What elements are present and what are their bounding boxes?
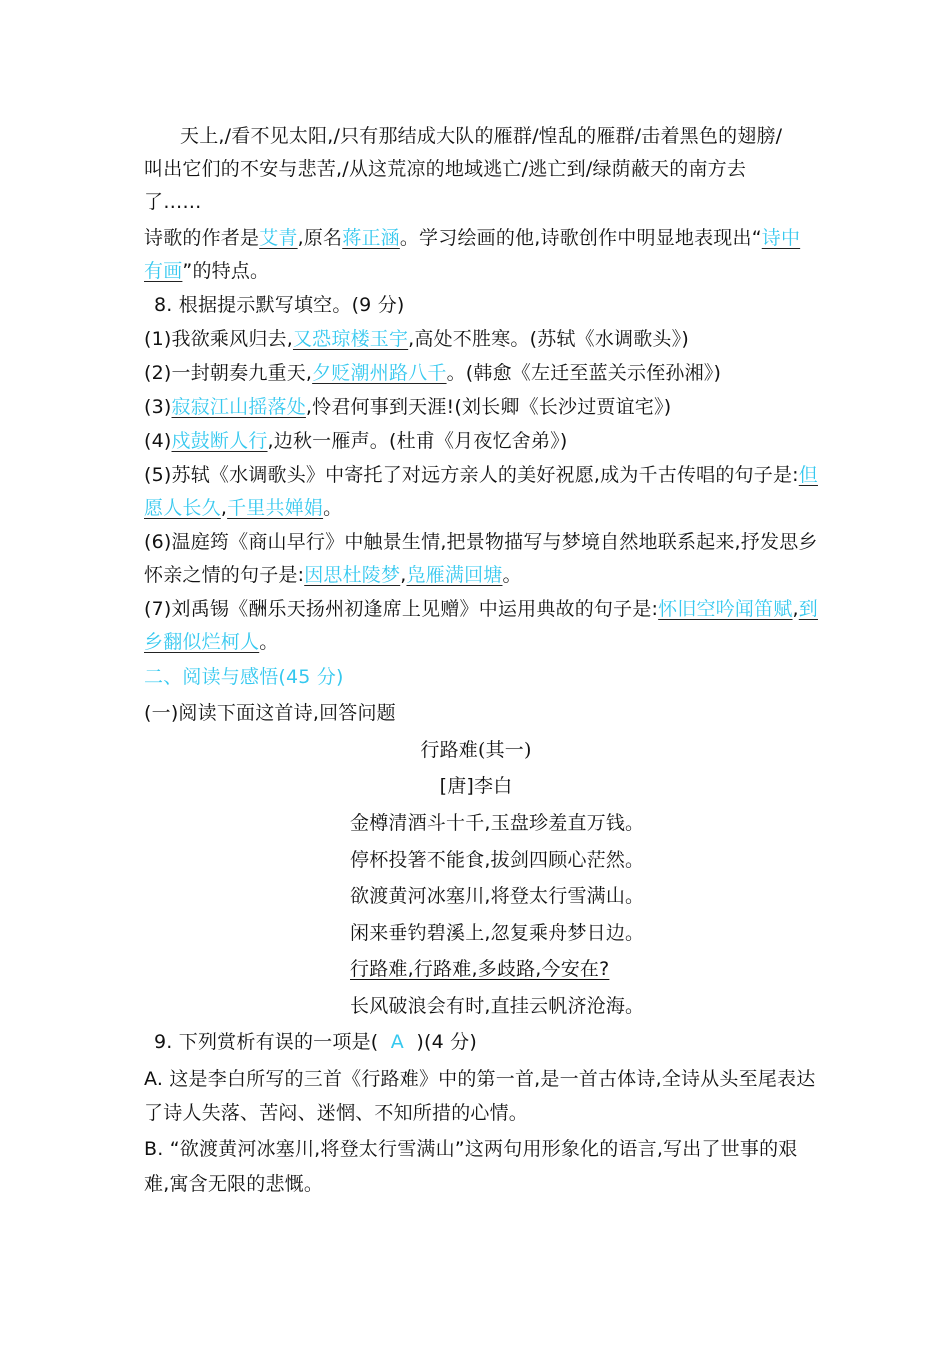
text: 。	[259, 631, 279, 653]
text: ,原名	[297, 227, 343, 249]
answer: 又恐琼楼玉宇	[292, 328, 409, 350]
poem-line: 金樽清酒斗十千,玉盘珍羞直万钱。	[350, 812, 645, 834]
question-8-item-4	[144, 428, 568, 454]
question-8-item-7-cont	[144, 629, 278, 655]
text: ,	[792, 598, 799, 620]
poem-excerpt-line: 叫出它们的不安与悲苦,/从这荒凉的地域逃亡/逃亡到/绿荫蔽天的南方去	[144, 158, 747, 180]
question-7-line	[144, 258, 269, 284]
text: (2)一封朝奏九重天,	[144, 362, 313, 384]
poem-line-underlined: 行路难,行路难,多歧路,今安在?	[350, 958, 610, 980]
text: 诗歌的作者是	[144, 227, 260, 249]
poem-title: 行路难(其一)	[420, 739, 532, 761]
poem-line: 停杯投箸不能食,拔剑四顾心茫然。	[350, 849, 645, 871]
answer: 因思杜陵梦	[304, 564, 401, 586]
question-8-item-6-cont	[144, 562, 522, 588]
option-a: A. 这是李白所写的三首《行路难》中的第一首,是一首古体诗,全诗从头至尾表达	[144, 1068, 816, 1090]
answer: 到	[798, 598, 818, 620]
question-8-item-1	[144, 326, 689, 352]
text: (1)我欲乘风归去,	[144, 328, 293, 350]
answer: 但	[798, 464, 818, 486]
question-9-title	[154, 1029, 477, 1055]
poem-excerpt-line: 天上,/看不见太阳,/只有那结成大队的雁群/惶乱的雁群/击着黑色的翅膀/	[180, 125, 783, 147]
poem-excerpt-line: 了……	[144, 191, 202, 213]
option-b: B. “欲渡黄河冰塞川,将登太行雪满山”这两句用形象化的语言,写出了世事的艰	[144, 1138, 798, 1160]
question-8-item-3	[144, 394, 671, 420]
text: ,怜君何事到天涯!(刘长卿《长沙过贾谊宅》)	[305, 396, 672, 418]
text: 。	[502, 564, 522, 586]
answer-feature: 有画	[144, 260, 183, 282]
question-8-title: 8. 根据提示默写填空。(9 分)	[154, 294, 405, 316]
text: 怀亲之情的句子是:	[144, 564, 305, 586]
text: 。	[323, 497, 343, 519]
text: (3)	[144, 396, 172, 418]
option-a-cont: 了诗人失落、苦闷、迷惘、不知所措的心情。	[144, 1102, 529, 1124]
text: (5)苏轼《水调歌头》中寄托了对远方亲人的美好祝愿,成为千古传唱的句子是:	[144, 464, 799, 486]
option-b-cont: 难,寓含无限的悲慨。	[144, 1173, 324, 1195]
text: ,边秋一雁声。(杜甫《月夜忆舍弟》)	[267, 430, 568, 452]
answer: 愿人长久	[144, 497, 221, 519]
section-heading: 二、阅读与感悟(45 分)	[144, 666, 344, 688]
section-subheading: (一)阅读下面这首诗,回答问题	[144, 702, 396, 724]
question-8-item-5	[144, 462, 818, 488]
answer: 戍鼓断人行	[171, 430, 268, 452]
poem-author: [唐]李白	[439, 775, 513, 797]
question-8-item-5-cont	[144, 495, 342, 521]
answer: 怀旧空吟闻笛赋	[658, 598, 793, 620]
answer: 乡翻似烂柯人	[144, 631, 260, 653]
question-8-item-2	[144, 360, 721, 386]
answer-original-name: 蒋正涵	[342, 227, 400, 249]
text: ,高处不胜寒。(苏轼《水调歌头》)	[408, 328, 689, 350]
answer: 夕贬潮州路八千	[312, 362, 447, 384]
question-8-item-6: (6)温庭筠《商山早行》中触景生情,把景物描写与梦境自然地联系起来,抒发思乡	[144, 531, 818, 553]
poem-line: 欲渡黄河冰塞川,将登太行雪满山。	[350, 885, 645, 907]
answer-author: 艾青	[259, 227, 298, 249]
poem-line: 长风破浪会有时,直挂云帆济沧海。	[350, 995, 645, 1017]
text: ”的特点。	[182, 260, 270, 282]
question-8-item-7	[144, 596, 818, 622]
text: (4)	[144, 430, 172, 452]
text: ,	[220, 497, 228, 519]
text: 。(韩愈《左迁至蓝关示侄孙湘》)	[446, 362, 722, 384]
answer: 千里共婵娟	[227, 497, 324, 519]
text: )(4 分)	[416, 1031, 477, 1053]
poem-line: 闲来垂钓碧溪上,忽复乘舟梦日边。	[350, 922, 645, 944]
text: (7)刘禹锡《酬乐天扬州初逢席上见赠》中运用典故的句子是:	[144, 598, 659, 620]
answer-feature: 诗中	[761, 227, 801, 249]
text: 。学习绘画的他,诗歌创作中明显地表现出“	[399, 227, 762, 249]
text: ,	[400, 564, 407, 586]
answer: 寂寂江山摇落处	[171, 396, 306, 418]
answer: A	[390, 1031, 404, 1053]
question-7-line	[144, 225, 800, 251]
text: 9. 下列赏析有误的一项是(	[154, 1031, 379, 1053]
answer: 凫雁满回塘	[406, 564, 503, 586]
